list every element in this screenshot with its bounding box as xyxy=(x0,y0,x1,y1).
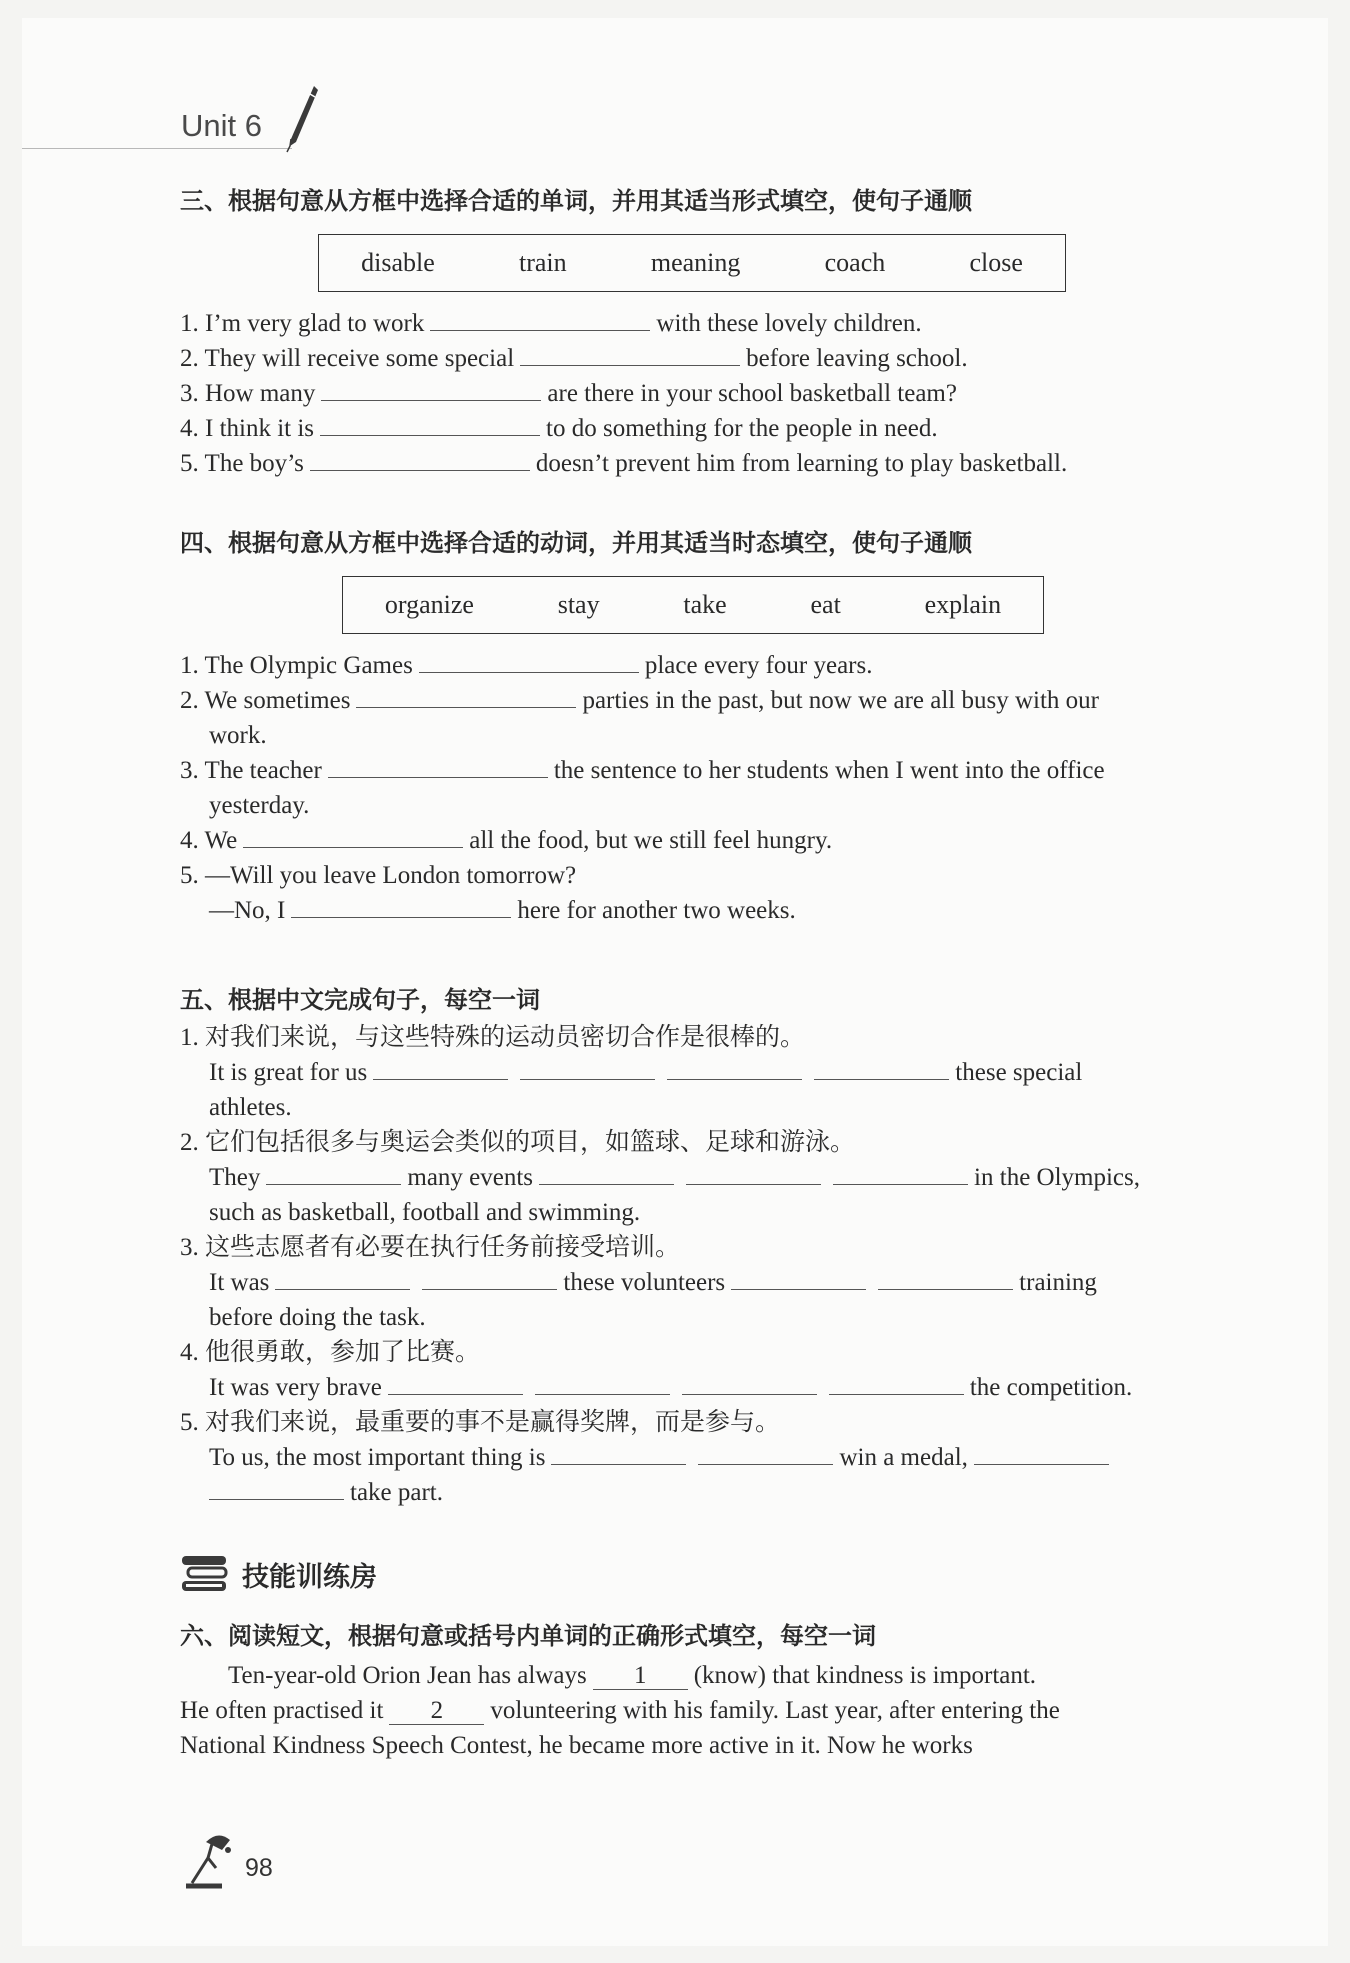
section5-item-5-cn: 5. 对我们来说，最重要的事不是赢得奖牌，而是参与。 xyxy=(180,1409,781,1436)
section3-item-2: 2. They will receive some special before leaving school. xyxy=(180,345,968,372)
section3-item-5: 5. The boy’s doesn’t prevent him from learning to play basketball. xyxy=(180,450,1068,477)
answer-blank[interactable] xyxy=(539,1182,674,1185)
word-box-item: explain xyxy=(924,590,1002,619)
answer-blank[interactable] xyxy=(878,1287,1013,1290)
section6-heading: 六、阅读短文，根据句意或括号内单词的正确形式填空，每空一词 xyxy=(180,1622,876,1650)
answer-blank[interactable] xyxy=(667,1077,802,1080)
answer-blank[interactable] xyxy=(682,1392,817,1395)
section3-item-4: 4. I think it is to do something for the people in need. xyxy=(180,415,938,442)
word-box-item: take xyxy=(683,590,727,619)
word-box-item: organize xyxy=(384,590,474,619)
section4-item-5-cont: —No, I here for another two weeks. xyxy=(209,897,796,924)
numbered-blank[interactable]: 2 xyxy=(389,1698,484,1725)
section4-item-1: 1. The Olympic Games place every four years. xyxy=(180,652,873,679)
answer-blank[interactable] xyxy=(275,1287,410,1290)
answer-blank[interactable] xyxy=(520,1077,655,1080)
section5-item-3: It was these volunteers training xyxy=(209,1269,1097,1296)
answer-blank[interactable] xyxy=(320,433,540,436)
numbered-blank[interactable]: 1 xyxy=(593,1663,688,1690)
lamp-icon xyxy=(182,1828,244,1890)
passage-line-3: National Kindness Speech Contest, he became more active in it. Now he works xyxy=(180,1732,973,1759)
answer-blank[interactable] xyxy=(535,1392,670,1395)
unit-title: Unit 6 xyxy=(181,108,262,143)
passage-line-1: Ten-year-old Orion Jean has always 1 (know) that kindness is important. xyxy=(228,1662,1037,1689)
section5-item-2: They many events in the Olympics, xyxy=(209,1164,1141,1191)
section4-item-2-cont: work. xyxy=(209,722,267,749)
answer-blank[interactable] xyxy=(291,915,511,918)
answer-blank[interactable] xyxy=(373,1077,508,1080)
section4-item-5: 5. —Will you leave London tomorrow? xyxy=(180,862,577,889)
answer-blank[interactable] xyxy=(328,775,548,778)
word-box-item: meaning xyxy=(650,248,741,277)
section4-item-2: 2. We sometimes parties in the past, but now we are all busy with our xyxy=(180,687,1099,714)
answer-blank[interactable] xyxy=(388,1392,523,1395)
section3-word-box xyxy=(318,234,1066,292)
section5-item-5: To us, the most important thing is win a medal, xyxy=(209,1445,1115,1470)
answer-blank[interactable] xyxy=(209,1497,344,1500)
answer-blank[interactable] xyxy=(833,1182,968,1185)
answer-blank[interactable] xyxy=(430,328,650,331)
answer-blank[interactable] xyxy=(243,845,463,848)
answer-blank[interactable] xyxy=(356,705,576,708)
section5-item-1-cont: athletes. xyxy=(209,1094,292,1121)
answer-blank[interactable] xyxy=(974,1462,1109,1465)
books-icon xyxy=(180,1553,230,1595)
section5-heading: 五、根据中文完成句子，每空一词 xyxy=(180,986,540,1014)
word-box-item: close xyxy=(969,248,1023,277)
section4-item-4: 4. We all the food, but we still feel hungry. xyxy=(180,827,833,854)
answer-blank[interactable] xyxy=(419,670,639,673)
answer-blank[interactable] xyxy=(829,1392,964,1395)
answer-blank[interactable] xyxy=(731,1287,866,1290)
header-rule xyxy=(22,148,292,149)
word-box-item: train xyxy=(518,248,567,277)
skills-section-title: 技能训练房 xyxy=(242,1562,377,1593)
passage-line-2: He often practised it 2 volunteering with his family. Last year, after entering the xyxy=(180,1697,1060,1724)
section3-item-1: 1. I’m very glad to work with these lovely children. xyxy=(180,310,922,337)
word-box-item: disable xyxy=(361,248,435,277)
word-box-item: coach xyxy=(824,248,886,277)
section4-word-box xyxy=(342,576,1044,634)
answer-blank[interactable] xyxy=(686,1182,821,1185)
answer-blank[interactable] xyxy=(266,1182,401,1185)
answer-blank[interactable] xyxy=(551,1462,686,1465)
section5-item-2-cn: 2. 它们包括很多与奥运会类似的项目，如篮球、足球和游泳。 xyxy=(180,1129,856,1156)
section5-item-4: It was very brave the competition. xyxy=(209,1374,1133,1401)
pen-icon xyxy=(284,84,320,154)
word-box-item: stay xyxy=(557,590,600,619)
section5-item-2-cont: such as basketball, football and swimming. xyxy=(209,1199,641,1226)
answer-blank[interactable] xyxy=(698,1462,833,1465)
section5-item-3-cn: 3. 这些志愿者有必要在执行任务前接受培训。 xyxy=(180,1234,681,1261)
answer-blank[interactable] xyxy=(814,1077,949,1080)
worksheet-page xyxy=(22,18,1328,1946)
section5-item-5-cont: take part. xyxy=(209,1480,443,1505)
section4-item-3: 3. The teacher the sentence to her students when I went into the office xyxy=(180,757,1105,784)
section5-item-1: It is great for us these special xyxy=(209,1059,1083,1086)
answer-blank[interactable] xyxy=(520,363,740,366)
answer-blank[interactable] xyxy=(310,468,530,471)
answer-blank[interactable] xyxy=(321,398,541,401)
answer-blank[interactable] xyxy=(422,1287,557,1290)
page-number: 98 xyxy=(245,1854,273,1882)
section3-item-3: 3. How many are there in your school basketball team? xyxy=(180,380,957,407)
section5-item-3-cont: before doing the task. xyxy=(209,1304,426,1331)
section5-item-1-cn: 1. 对我们来说，与这些特殊的运动员密切合作是很棒的。 xyxy=(180,1024,806,1051)
word-box-item: eat xyxy=(810,590,841,619)
section5-item-4-cn: 4. 他很勇敢，参加了比赛。 xyxy=(180,1339,481,1366)
section4-item-3-cont: yesterday. xyxy=(209,792,310,819)
section4-heading: 四、根据句意从方框中选择合适的动词，并用其适当时态填空，使句子通顺 xyxy=(180,529,972,557)
section3-heading: 三、根据句意从方框中选择合适的单词，并用其适当形式填空，使句子通顺 xyxy=(180,187,972,215)
